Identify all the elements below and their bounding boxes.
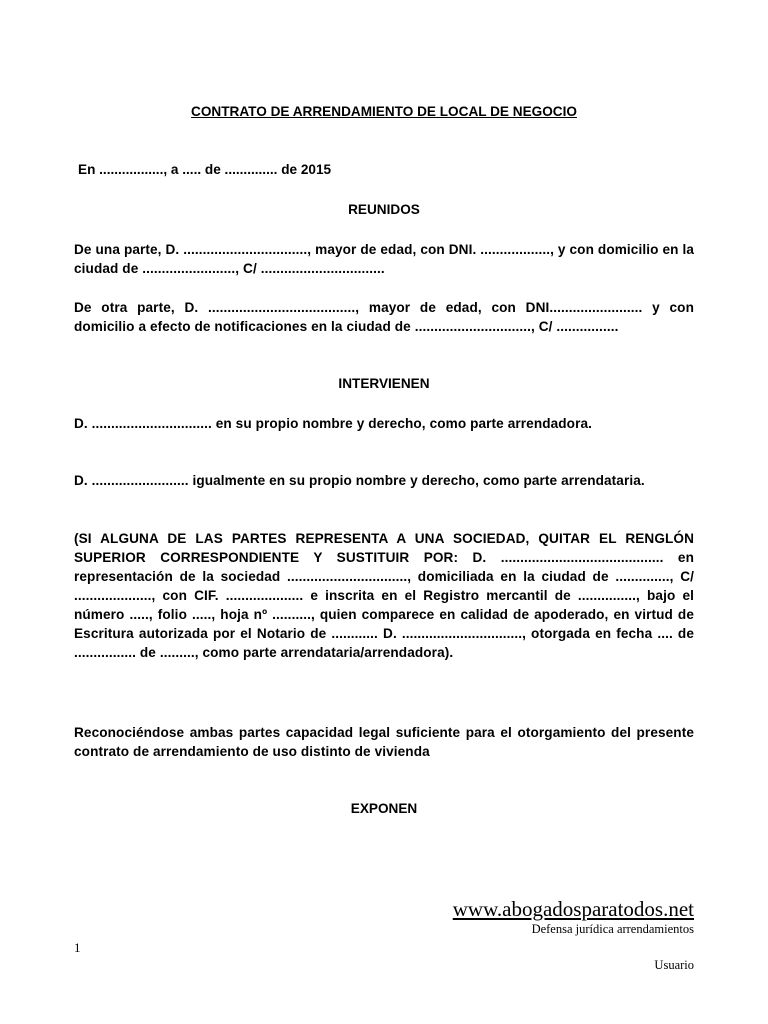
page-number: 1 <box>74 940 81 955</box>
paragraph-sociedad: (SI ALGUNA DE LAS PARTES REPRESENTA A UNA SOCIEDAD, QUITAR EL RENGLÓN SUPERIOR CORRESPONDIENTE Y SUSTITUIR POR: D. .......................................... en representación de la sociedad ..............................., domiciliada en la ciudad de .............., C/ ...................., con CIF. .................... e inscrita en el Registro mercantil de ..............., bajo el número ....., folio ....., hoja nº .........., quien comparece en calidad de apoderado, en virtud de Escritura autorizada por el Notario de ............ D. ..............................., otorgada en fecha .... de ................ de ........., como parte arrendataria/arrendadora). <box>74 531 694 660</box>
paragraph-arrendataria: D. ......................... igualmente en su propio nombre y derecho, como parte arrendataria. <box>74 473 645 488</box>
document-title: CONTRATO DE ARRENDAMIENTO DE LOCAL DE NEGOCIO <box>191 104 577 119</box>
footer-tagline: Defensa jurídica arrendamientos <box>531 922 694 936</box>
heading-exponen: EXPONEN <box>350 801 418 816</box>
paragraph-reconociendose: Reconociéndose ambas partes capacidad legal suficiente para el otorgamiento del presente contrato de arrendamiento de uso distinto de vivienda <box>74 725 694 759</box>
paragraph-otra-parte: De otra parte, D. ......................................, mayor de edad, con DNI........................ y con domicilio a efecto de notificaciones en la ciudad de .............................., C/ ................ <box>74 300 694 334</box>
dateline: En ................., a ..... de .............. de 2015 <box>78 162 332 177</box>
footer-website-link[interactable]: www.abogadosparatodos.net <box>452 897 694 921</box>
paragraph-arrendadora: D. ............................... en su propio nombre y derecho, como parte arrendadora. <box>74 416 593 431</box>
heading-reunidos: REUNIDOS <box>348 202 420 217</box>
paragraph-una-parte: De una parte, D. ................................, mayor de edad, con DNI. .................., y con domicilio en la ciudad de ........................, C/ ................................ <box>74 242 694 276</box>
heading-intervienen: INTERVIENEN <box>338 376 430 391</box>
footer-user: Usuario <box>654 958 694 972</box>
